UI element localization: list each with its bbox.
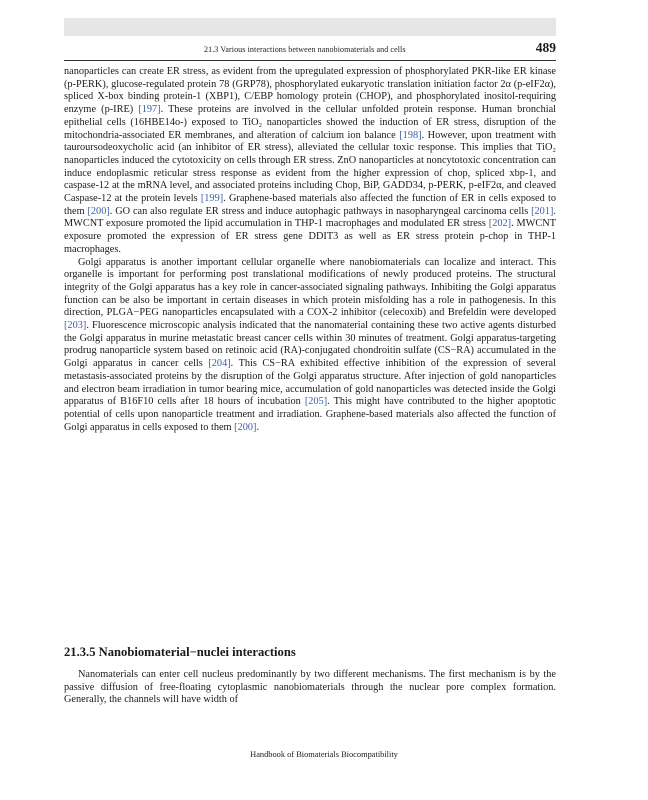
paragraph-text: . GO can also regulate ER stress and induce autophagic pathways in nasopharyngeal carcinoma cells [109, 205, 532, 217]
paragraph-er-stress [64, 66, 556, 257]
section-heading: 21.3.5 Nanobiomaterial−nuclei interactions [64, 645, 296, 659]
paragraph-text: . MWCNT exposure promoted the expression of ER stress gene DDIT3 as well as ER stress protein p-chop in THP-1 macrophages. [64, 218, 556, 255]
citation-link[interactable]: [204] [208, 358, 231, 370]
citation-link[interactable]: [198] [399, 129, 422, 141]
paragraph-text: . MWCNT exposure promoted the lipid accumulation in THP-1 macrophages and modulated ER stress [64, 205, 556, 230]
citation-link[interactable]: [203] [64, 320, 87, 332]
paragraph-text: . This might have contributed to the higher apoptotic potential of cells upon nanoparticle treatment and irradiation. Graphene-based materials also affected the function of Golgi apparatus in cells exposed to them [64, 396, 556, 433]
paragraph-text: nanoparticles can create ER stress, as evident from the upregulated expression of phosphorylated PKR-like ER kinase (p-PERK), glucose-regulated protein 78 (GRP78), phosphorylated eukaryotic translation initiation factor 2α (p-eIF2α), spliced X-box binding protein-1 (XBP1), C/EBP homology protein (CHOP), and phosphorylated inositol-requiring enzyme (p-IRE) [64, 66, 556, 116]
paragraph-text: . These proteins are involved in the cellular unfolded protein response. Human bronchial epithelial cells (16HBE14o-) exposed to TiO₂ nanoparticles showed the induction of ER stress, disruption of the mitochondria-associated ER membranes, and alteration of calcium ion balance [64, 104, 557, 141]
citation-link[interactable]: [197] [138, 104, 161, 116]
citation-link[interactable]: [200] [234, 421, 257, 433]
citation-link[interactable]: [202] [488, 218, 512, 230]
citation-link[interactable]: [205] [304, 396, 328, 408]
citation-link[interactable]: [201] [531, 205, 554, 217]
header-bar [64, 18, 556, 36]
paragraph-text: . This CS−RA exhibited effective inhibition of the expression of several metastasis-associated proteins by the disruption of the Golgi apparatus structure. After injection of gold nanoparticles and electron beam irradiation in tumor bearing mice, accumulation of gold nanoparticles was detected inside the Golgi apparatus of B16F10 cells after 18 hours of incubation [64, 358, 556, 408]
paragraph-text: . However, upon treatment with tauroursodeoxycholic acid (an inhibitor of ER stress), alleviated the cellular toxic response. This implies that TiO₂ nanoparticles induced the cytotoxicity on cells through ER stress. ZnO nanoparticles at noncytotoxic concentration can induce endoplasmic reticular stress response as evident from the higher expression of chop, spliced xbp-1, and caspase-12 at the mRNA level, and associated proteins including Chop, BiP, GADD34, p-PERK, p-eIF2α, and cleaved Caspase-12 at the protein levels [64, 129, 556, 205]
paragraph-text: . [256, 421, 260, 433]
body-text [64, 66, 556, 434]
paragraph-golgi-apparatus [64, 257, 556, 435]
footer-book-title: Handbook of Biomaterials Biocompatibility [250, 750, 398, 759]
citation-link[interactable]: [200] [87, 205, 110, 217]
paragraph-text: . Graphene-based materials also affected the function of ER in cells exposed to them [64, 193, 556, 217]
page-number: 489 [535, 40, 556, 55]
running-title: 21.3 Various interactions between nanobiomaterials and cells [204, 45, 406, 54]
section-paragraph: Nanomaterials can enter cell nucleus predominantly by two different mechanisms. The first mechanism is by the passive diffusion of free-floating cytoplasmic nanobiomaterials through the nuclear pore complex formation. Generally, the channels will have width of [64, 669, 556, 706]
paragraph-text: . Fluorescence microscopic analysis indicated that the nanomaterial containing these two active agents disturbed the Golgi apparatus in murine metastatic breast cancer cells within 30 minutes of treatment. Golgi apparatus-targeting prodrug nanoparticle system based on retinoic acid (RA)-conjugated chondroitin sulfate (CS−RA) accumulated in the Golgi apparatus in cancer cells [64, 320, 556, 370]
citation-link[interactable]: [199] [200, 193, 224, 205]
paragraph-text: Golgi apparatus is another important cellular organelle where nanobiomaterials can localize and interact. This organelle is important for performing post translational modifications of newly produced proteins. The structural integrity of the Golgi apparatus has a key role in cancer-associated signaling pathways. Inhibiting the Golgi apparatus function can be also be important in certain diseases in which protein misfolding has a role in pathogenesis. In this direction, PLGA−PEG nanoparticles encapsulated with a COX-2 inhibitor (celecoxib) and Brefeldin were developed [64, 256, 556, 319]
running-head [64, 40, 556, 61]
